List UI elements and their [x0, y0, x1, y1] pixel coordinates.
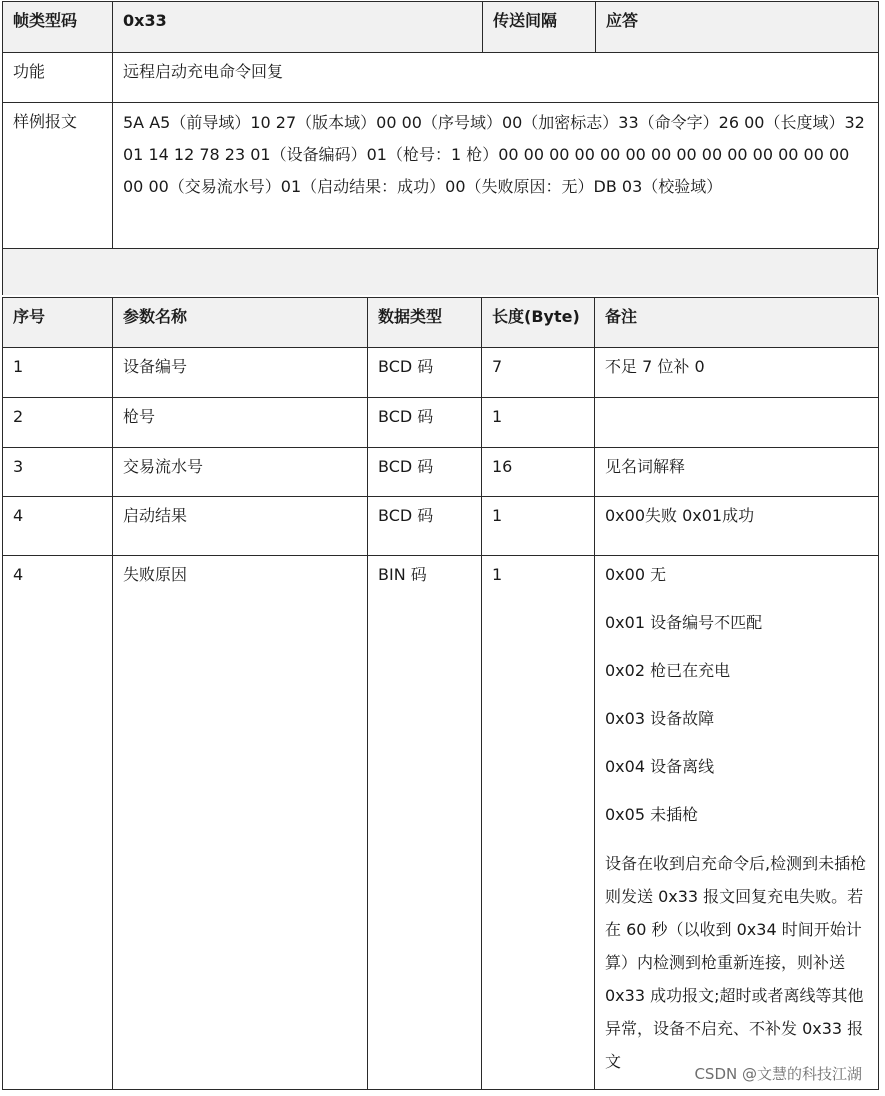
cell-length: 1 — [482, 556, 595, 1090]
sample-row — [3, 103, 879, 249]
cell-name: 启动结果 — [113, 497, 368, 556]
table-row — [3, 448, 879, 497]
function-row — [3, 53, 879, 103]
failure-long-note: 设备在收到启充命令后,检测到未插枪则发送 0x33 报文回复充电失败。若在 60 秒（以收到 0x34 时间开始计算）内检测到枪重新连接，则补送 0x33 成功报文;超时或者离线等其他异常，设备不启充、不补发 0x33 报文 — [605, 854, 867, 1071]
cell-length: 7 — [482, 348, 595, 398]
failure-code-item: 0x00 无 — [605, 565, 667, 584]
param-header-row — [3, 298, 879, 348]
protocol-document — [2, 1, 878, 1090]
failure-code-item: 0x01 设备编号不匹配 — [605, 613, 763, 632]
cell-name: 枪号 — [113, 398, 368, 448]
cell-no: 1 — [3, 348, 113, 398]
cell-type: BCD 码 — [368, 398, 482, 448]
frame-type-label: 帧类型码 — [3, 2, 113, 53]
frame-info-table — [2, 1, 879, 249]
sample-value: 5A A5（前导域）10 27（版本域）00 00（序号域）00（加密标志）33（命令字）26 00（长度域）32 01 14 12 78 23 01（设备编码）01（枪号：1 枪）00 00 00 00 00 00 00 00 00 00 00 00 00 00 00 00（交易流水号）01（启动结果：成功）00（失败原因：无）DB 03（校验域） — [113, 103, 879, 249]
col-header-no: 序号 — [3, 298, 113, 348]
cell-name: 失败原因 — [113, 556, 368, 1090]
cell-type: BCD 码 — [368, 348, 482, 398]
cell-name: 交易流水号 — [113, 448, 368, 497]
col-header-type: 数据类型 — [368, 298, 482, 348]
cell-note-list — [595, 556, 879, 1090]
cell-no: 4 — [3, 556, 113, 1090]
cell-note — [595, 398, 879, 448]
cell-name: 设备编号 — [113, 348, 368, 398]
frame-type-value: 0x33 — [113, 2, 483, 53]
cell-length: 1 — [482, 497, 595, 556]
cell-length: 1 — [482, 398, 595, 448]
col-header-name: 参数名称 — [113, 298, 368, 348]
spacer-row — [2, 249, 878, 295]
direction-label: 传送间隔 — [483, 2, 596, 53]
parameter-table — [2, 297, 879, 1090]
cell-no: 3 — [3, 448, 113, 497]
cell-type: BCD 码 — [368, 448, 482, 497]
table-row — [3, 348, 879, 398]
col-header-length: 长度(Byte) — [482, 298, 595, 348]
watermark: CSDN @文慧的科技江湖 — [694, 1065, 862, 1083]
table-row — [3, 398, 879, 448]
failure-code-item: 0x03 设备故障 — [605, 709, 715, 728]
cell-length: 16 — [482, 448, 595, 497]
sample-label: 样例报文 — [3, 103, 113, 249]
failure-code-item: 0x02 枪已在充电 — [605, 661, 731, 680]
failure-code-item: 0x05 未插枪 — [605, 805, 699, 824]
cell-note: 0x00失败 0x01成功 — [595, 497, 879, 556]
failure-code-item: 0x04 设备离线 — [605, 757, 715, 776]
frame-header-row — [3, 2, 879, 53]
cell-no: 2 — [3, 398, 113, 448]
cell-no: 4 — [3, 497, 113, 556]
table-row — [3, 497, 879, 556]
response-label: 应答 — [596, 2, 879, 53]
cell-note: 不足 7 位补 0 — [595, 348, 879, 398]
cell-type: BCD 码 — [368, 497, 482, 556]
cell-type: BIN 码 — [368, 556, 482, 1090]
function-value: 远程启动充电命令回复 — [113, 53, 879, 103]
col-header-note: 备注 — [595, 298, 879, 348]
cell-note: 见名词解释 — [595, 448, 879, 497]
table-row — [3, 556, 879, 1090]
function-label: 功能 — [3, 53, 113, 103]
